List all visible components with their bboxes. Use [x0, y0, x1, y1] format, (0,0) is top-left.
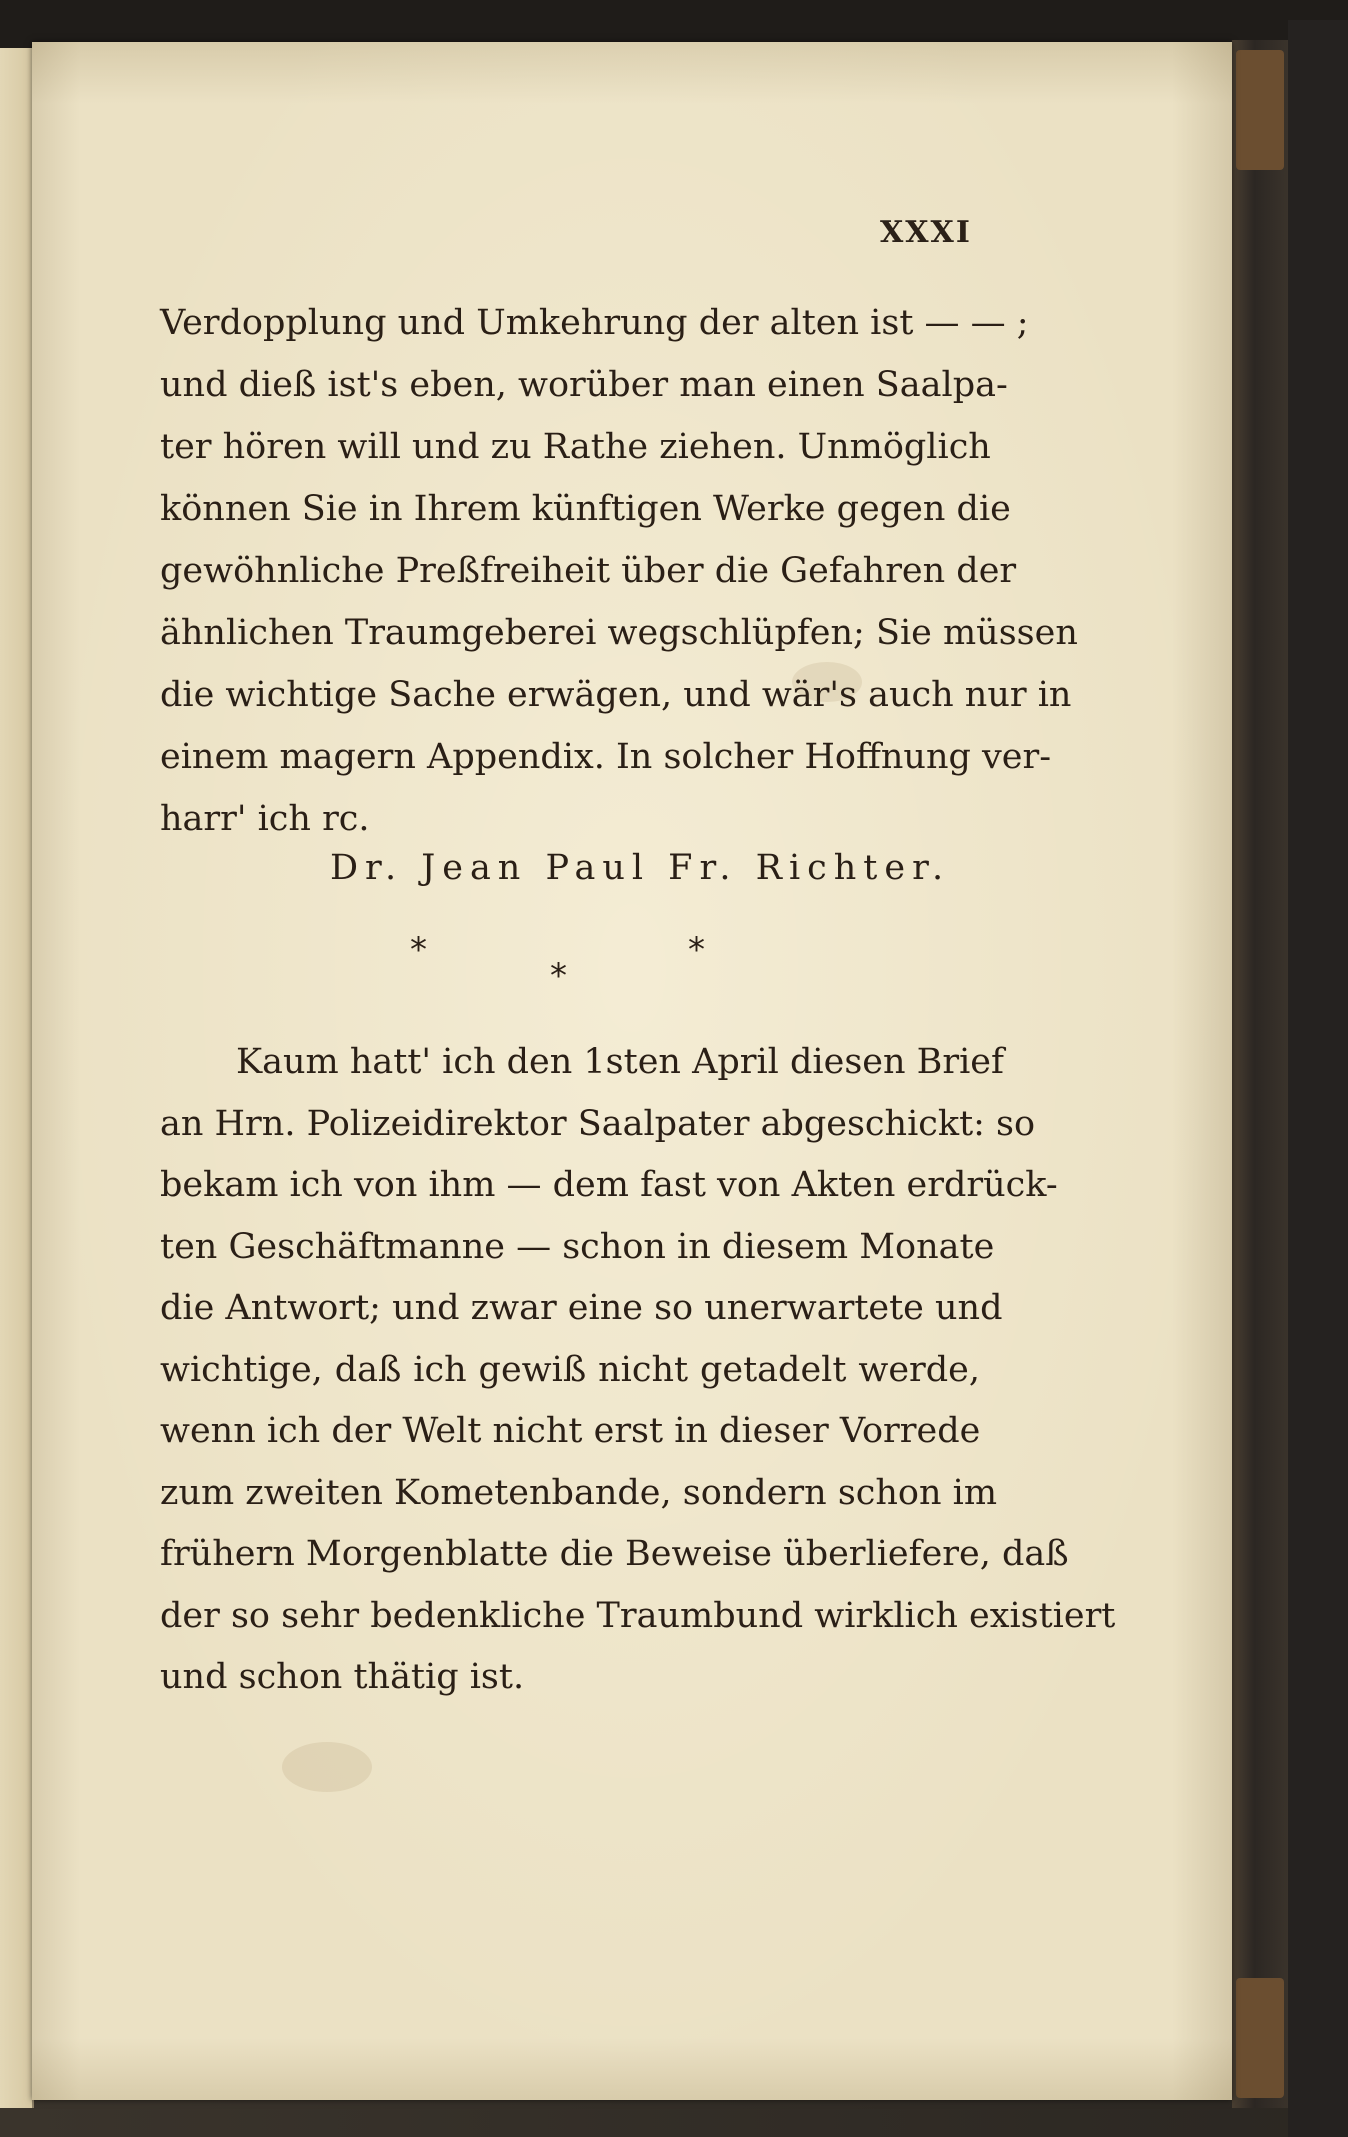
book-cover-edge	[1232, 40, 1288, 2108]
text-line: die wichtige Sache erwägen, und wär's auch nur in	[160, 675, 1072, 715]
asterisk: *	[550, 956, 567, 996]
text-line: können Sie in Ihrem künftigen Werke gegen die	[160, 489, 1011, 529]
section-separator	[380, 930, 740, 1000]
asterisk: *	[688, 930, 705, 970]
text-line: ten Geschäftmanne — schon in diesem Monate	[160, 1226, 995, 1267]
text-line: frühern Morgenblatte die Beweise überliefere, daß	[160, 1534, 1069, 1574]
text-line: wichtige, daß ich gewiß nicht getadelt werde,	[160, 1349, 980, 1390]
paper-stain	[282, 1742, 372, 1792]
text-line: Verdopplung und Umkehrung der alten ist — — ;	[160, 303, 1029, 343]
text-line: und schon thätig ist.	[160, 1657, 525, 1697]
asterisk: *	[410, 930, 427, 970]
page-number: XXXI	[880, 215, 972, 250]
letter-text	[160, 292, 1078, 850]
facing-page-edge	[0, 48, 34, 2108]
body-paragraph	[160, 1032, 1116, 1709]
text-line: ter hören will und zu Rathe ziehen. Unmöglich	[160, 427, 991, 467]
text-line: der so sehr bedenkliche Traumbund wirklich existiert	[160, 1595, 1116, 1636]
text-line: die Antwort; und zwar eine so unerwartete und	[160, 1288, 1003, 1328]
top-shadow	[0, 0, 1348, 48]
text-line: Kaum hatt' ich den 1sten April diesen Brief	[236, 1042, 1004, 1082]
text-line: und dieß ist's eben, worüber man einen Saalpa-	[160, 365, 1008, 405]
text-line: harr' ich rc.	[160, 799, 370, 839]
text-line: wenn ich der Welt nicht erst in dieser Vorrede	[160, 1411, 981, 1451]
text-line: an Hrn. Polizeidirektor Saalpater abgeschickt: so	[160, 1103, 1036, 1144]
text-line: gewöhnliche Preßfreiheit über die Gefahren der	[160, 551, 1017, 591]
text-line: einem magern Appendix. In solcher Hoffnung ver-	[160, 737, 1052, 777]
text-line: zum zweiten Kometenbande, sondern schon im	[160, 1472, 998, 1513]
text-line: bekam ich von ihm — dem fast von Akten erdrück-	[160, 1165, 1058, 1205]
letter-signature: Dr. Jean Paul Fr. Richter.	[330, 848, 951, 888]
text-line: ähnlichen Traumgeberei wegschlüpfen; Sie müssen	[160, 613, 1078, 653]
book-spine	[1288, 20, 1348, 2137]
